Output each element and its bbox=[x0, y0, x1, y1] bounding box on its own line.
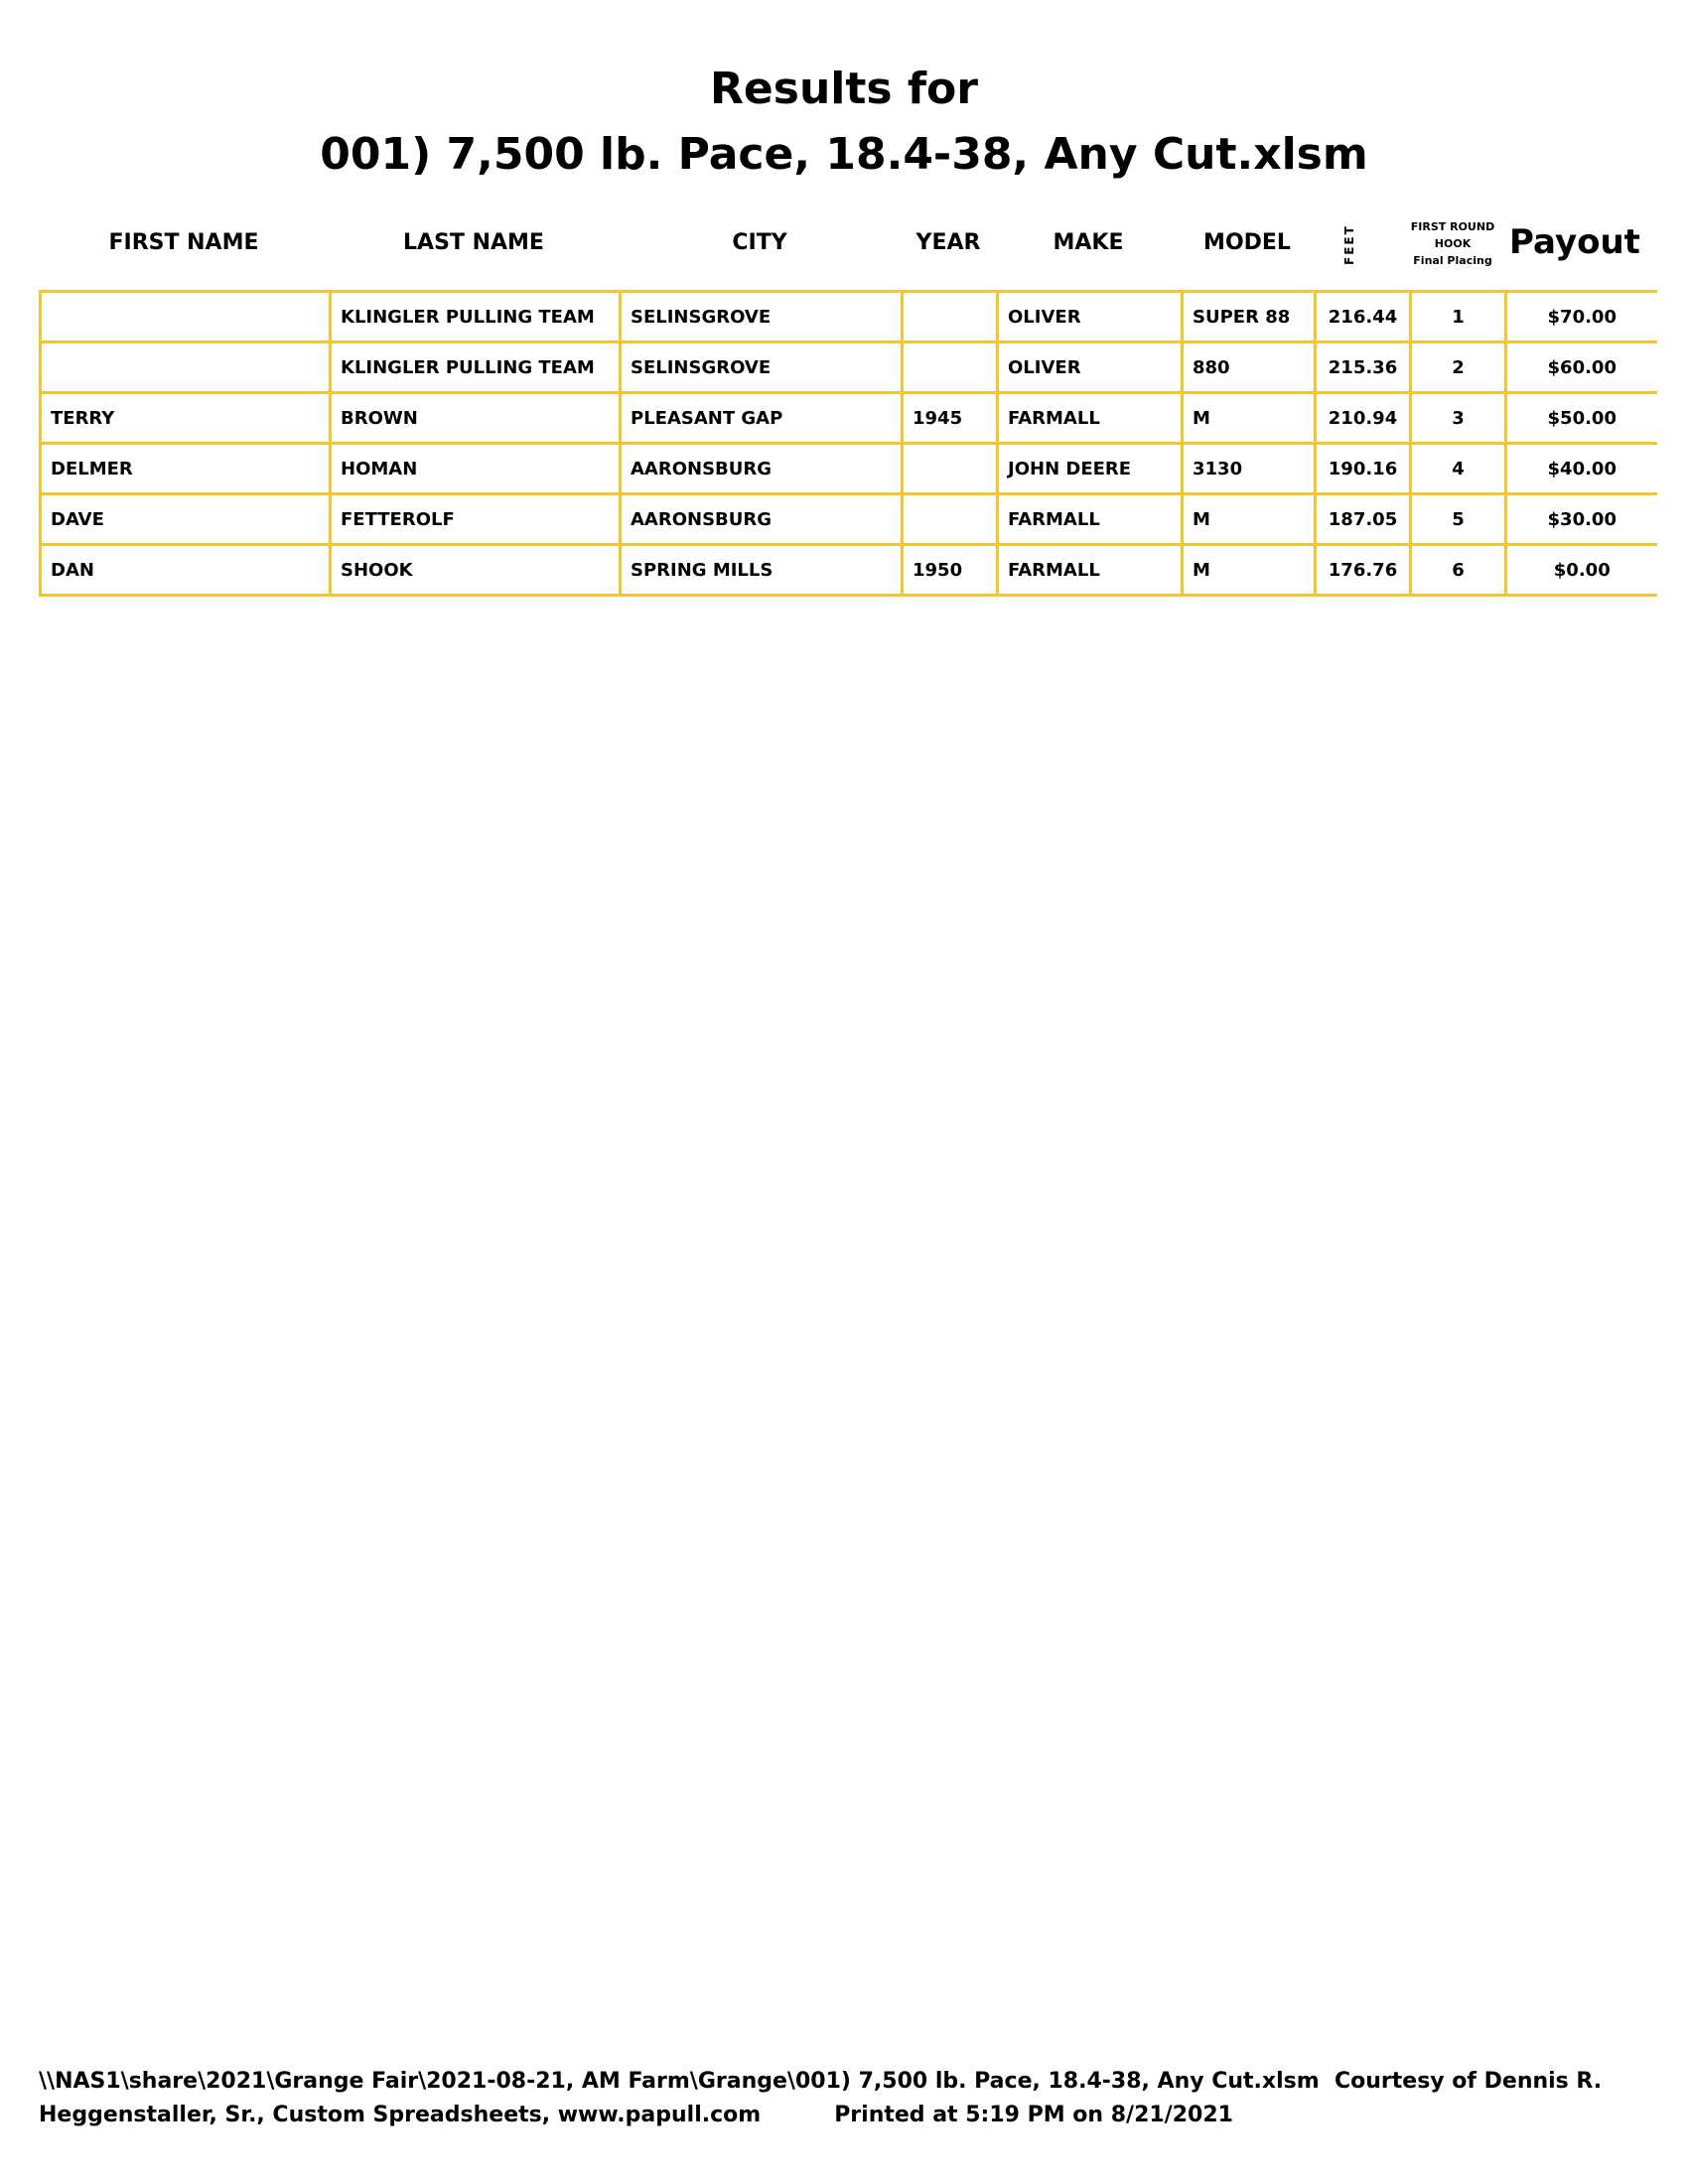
cell-year bbox=[903, 494, 998, 545]
report-subtitle: 001) 7,500 lb. Pace, 18.4-38, Any Cut.xlsm bbox=[320, 129, 1368, 180]
results-table bbox=[39, 290, 1657, 597]
footer-credits bbox=[39, 2103, 1233, 2127]
cell-last-name: KLINGLER PULLING TEAM bbox=[331, 292, 621, 342]
footer-courtesy: Heggenstaller, Sr., Custom Spreadsheets, www.papull.com bbox=[39, 2103, 762, 2127]
cell-make: JOHN DEERE bbox=[998, 444, 1183, 494]
table-row bbox=[41, 342, 1657, 393]
cell-year bbox=[903, 444, 998, 494]
cell-last-name: FETTEROLF bbox=[331, 494, 621, 545]
cell-first-name: TERRY bbox=[41, 393, 331, 444]
table-row bbox=[41, 444, 1657, 494]
cell-place: 5 bbox=[1411, 494, 1506, 545]
cell-last-name: HOMAN bbox=[331, 444, 621, 494]
cell-year: 1950 bbox=[903, 545, 998, 596]
cell-city: SPRING MILLS bbox=[621, 545, 903, 596]
cell-payout: $50.00 bbox=[1506, 393, 1657, 444]
cell-payout: $60.00 bbox=[1506, 342, 1657, 393]
cell-city: SELINSGROVE bbox=[621, 342, 903, 393]
cell-place: 2 bbox=[1411, 342, 1506, 393]
header-make: MAKE bbox=[1053, 230, 1124, 255]
header-hook-line1: FIRST ROUND bbox=[1410, 220, 1495, 233]
cell-first-name bbox=[41, 342, 331, 393]
footer-file-path: \\NAS1\share\2021\Grange Fair\2021-08-21, AM Farm\Grange\001) 7,500 lb. Pace, 18.4-38, Any Cut.xlsm Courtesy of Dennis R. bbox=[39, 2069, 1603, 2094]
cell-feet: 216.44 bbox=[1316, 292, 1411, 342]
cell-city: AARONSBURG bbox=[621, 494, 903, 545]
header-hook-line2: HOOK bbox=[1434, 237, 1472, 250]
cell-last-name: SHOOK bbox=[331, 545, 621, 596]
cell-payout: $40.00 bbox=[1506, 444, 1657, 494]
cell-first-name bbox=[41, 292, 331, 342]
cell-model: M bbox=[1183, 494, 1316, 545]
header-model: MODEL bbox=[1203, 230, 1291, 255]
cell-place: 1 bbox=[1411, 292, 1506, 342]
cell-feet: 176.76 bbox=[1316, 545, 1411, 596]
cell-place: 3 bbox=[1411, 393, 1506, 444]
header-hook-line3: Final Placing bbox=[1413, 254, 1492, 267]
cell-year bbox=[903, 292, 998, 342]
cell-model: SUPER 88 bbox=[1183, 292, 1316, 342]
table-row bbox=[41, 494, 1657, 545]
footer-printed-at: Printed at 5:19 PM on 8/21/2021 bbox=[834, 2103, 1233, 2127]
cell-model: M bbox=[1183, 545, 1316, 596]
cell-feet: 190.16 bbox=[1316, 444, 1411, 494]
cell-year bbox=[903, 342, 998, 393]
cell-place: 6 bbox=[1411, 545, 1506, 596]
cell-last-name: BROWN bbox=[331, 393, 621, 444]
cell-first-name: DAVE bbox=[41, 494, 331, 545]
cell-make: OLIVER bbox=[998, 292, 1183, 342]
cell-year: 1945 bbox=[903, 393, 998, 444]
cell-feet: 187.05 bbox=[1316, 494, 1411, 545]
cell-model: 880 bbox=[1183, 342, 1316, 393]
header-last-name: LAST NAME bbox=[403, 230, 544, 255]
cell-feet: 210.94 bbox=[1316, 393, 1411, 444]
header-payout: Payout bbox=[1509, 222, 1640, 262]
cell-place: 4 bbox=[1411, 444, 1506, 494]
header-first-name: FIRST NAME bbox=[108, 230, 259, 255]
cell-model: 3130 bbox=[1183, 444, 1316, 494]
cell-make: OLIVER bbox=[998, 342, 1183, 393]
cell-payout: $0.00 bbox=[1506, 545, 1657, 596]
table-row bbox=[41, 545, 1657, 596]
cell-last-name: KLINGLER PULLING TEAM bbox=[331, 342, 621, 393]
cell-make: FARMALL bbox=[998, 393, 1183, 444]
table-row bbox=[41, 393, 1657, 444]
cell-first-name: DELMER bbox=[41, 444, 331, 494]
cell-payout: $70.00 bbox=[1506, 292, 1657, 342]
header-city: CITY bbox=[732, 230, 787, 255]
header-first-round-hook bbox=[1398, 218, 1507, 269]
report-title: Results for bbox=[710, 64, 978, 114]
cell-make: FARMALL bbox=[998, 494, 1183, 545]
cell-feet: 215.36 bbox=[1316, 342, 1411, 393]
cell-make: FARMALL bbox=[998, 545, 1183, 596]
cell-city: AARONSBURG bbox=[621, 444, 903, 494]
cell-city: SELINSGROVE bbox=[621, 292, 903, 342]
cell-payout: $30.00 bbox=[1506, 494, 1657, 545]
header-feet: FEET bbox=[1342, 224, 1356, 266]
cell-first-name: DAN bbox=[41, 545, 331, 596]
cell-model: M bbox=[1183, 393, 1316, 444]
header-year: YEAR bbox=[915, 230, 981, 255]
cell-city: PLEASANT GAP bbox=[621, 393, 903, 444]
table-row bbox=[41, 292, 1657, 342]
